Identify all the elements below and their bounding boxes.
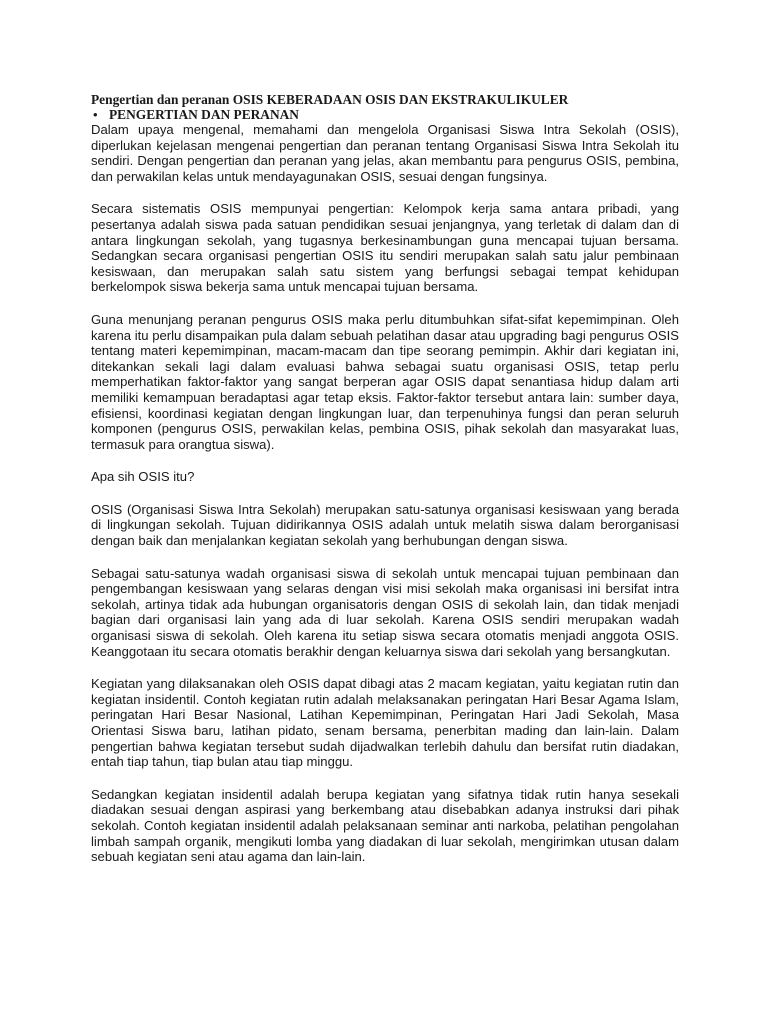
paragraph-intro: Dalam upaya mengenal, memahami dan mengelola Organisasi Siswa Intra Sekolah (OSIS), diperlukan kejelasan mengenai pengertian dan peranan tentang Organisasi Siswa Intra Sekolah itu sendiri. Dengan pengertian dan peranan yang jelas, akan membantu para pengurus OSIS, pembina, dan perwakilan kelas untuk mendayagunakan OSIS, sesuai dengan fungsinya. bbox=[91, 122, 679, 184]
document-title: Pengertian dan peranan OSIS KEBERADAAN OSIS DAN EKSTRAKULIKULER bbox=[91, 92, 569, 107]
document-page bbox=[91, 92, 679, 865]
bullet-heading-row bbox=[93, 107, 679, 122]
bullet-heading: PENGERTIAN DAN PERANAN bbox=[109, 107, 299, 122]
paragraph-routine-activities: Kegiatan yang dilaksanakan oleh OSIS dapat dibagi atas 2 macam kegiatan, yaitu kegiatan rutin dan kegiatan insidentil. Contoh kegiatan rutin adalah melaksanakan peringatan Hari Besar Agama Islam, peringatan Hari Besar Nasional, Latihan Kepemimpinan, Peringatan Hari Jadi Sekolah, Masa Orientasi Siswa baru, latihan pidato, senam bersama, penerbitan mading dan lain-lain. Dalam pengertian bahwa kegiatan tersebut sudah dijadwalkan terlebih dahulu dan bersifat rutin diadakan, entah tiap tahun, tiap bulan atau tiap minggu. bbox=[91, 676, 679, 770]
paragraph-definition: Secara sistematis OSIS mempunyai pengertian: Kelompok kerja sama antara pribadi, yang pesertanya adalah siswa pada satuan pendidikan sesuai jenjangnya, yang terletak di dalam dan di antara lingkungan sekolah, yang tugasnya berkesinambungan guna mencapai tujuan bersama. Sedangkan secara organisasi pengertian OSIS itu sendiri merupakan salah satu jalur pembinaan kesiswaan, dan merupakan salah satu sistem yang berfungsi sebagai tempat kehidupan berkelompok siswa bekerja sama untuk mencapai tujuan bersama. bbox=[91, 201, 679, 295]
paragraph-incidental-activities: Sedangkan kegiatan insidentil adalah berupa kegiatan yang sifatnya tidak rutin hanya sesekali diadakan sesuai dengan aspirasi yang berkembang atau disebabkan adanya instruksi dari pihak sekolah. Contoh kegiatan insidentil adalah pelaksanaan seminar anti narkoba, pelatihan pengolahan limbah sampah organik, mengikuti lomba yang diadakan di luar sekolah, mengirimkan utusan dalam sebuah kegiatan seni atau agama dan lain-lain. bbox=[91, 786, 679, 865]
paragraph-leadership: Guna menunjang peranan pengurus OSIS maka perlu ditumbuhkan sifat-sifat kepemimpinan. Oleh karena itu perlu disampaikan pula dalam sebuah pelatihan dasar atau upgrading bagi pengurus OSIS tentang materi kepemimpinan, macam-macam dan tipe seorang pemimpin. Akhir dari kegiatan ini, ditekankan sekali lagi dalam evaluasi bahwa sebagai suatu organisasi OSIS, tetap perlu memperhatikan faktor-faktor yang sangat berperan agar OSIS dapat senantiasa hidup dalam arti memiliki kemampuan beradaptasi agar tetap eksis. Faktor-faktor tersebut antara lain: sumber daya, efisiensi, koordinasi kegiatan dengan lingkungan luar, dan terpenuhinya fungsi dan peran seluruh komponen (pengurus OSIS, perwakilan kelas, pembina OSIS, pihak sekolah dan masyarakat luas, termasuk para orangtua siswa). bbox=[91, 311, 679, 452]
paragraph-osis-meaning: OSIS (Organisasi Siswa Intra Sekolah) merupakan satu-satunya organisasi kesiswaan yang berada di lingkungan sekolah. Tujuan didirikannya OSIS adalah untuk melatih siswa dalam berorganisasi dengan baik dan menjalankan kegiatan sekolah yang berhubungan dengan siswa. bbox=[91, 501, 679, 549]
bullet-icon: • bbox=[93, 107, 98, 122]
paragraph-question: Apa sih OSIS itu? bbox=[91, 469, 195, 485]
paragraph-intra-school: Sebagai satu-satunya wadah organisasi siswa di sekolah untuk mencapai tujuan pembinaan dan pengembangan kesiswaan yang selaras dengan visi misi sekolah maka organisasi ini bersifat intra sekolah, artinya tidak ada hubungan organisatoris dengan OSIS di sekolah lain, dan tidak menjadi bagian dari organisasi lain yang ada di luar sekolah. Karena OSIS sendiri merupakan wadah organisasi siswa di sekolah. Oleh karena itu setiap siswa secara otomatis menjadi anggota OSIS. Keanggotaan itu secara otomatis berakhir dengan keluarnya siswa dari sekolah yang bersangkutan. bbox=[91, 565, 679, 659]
